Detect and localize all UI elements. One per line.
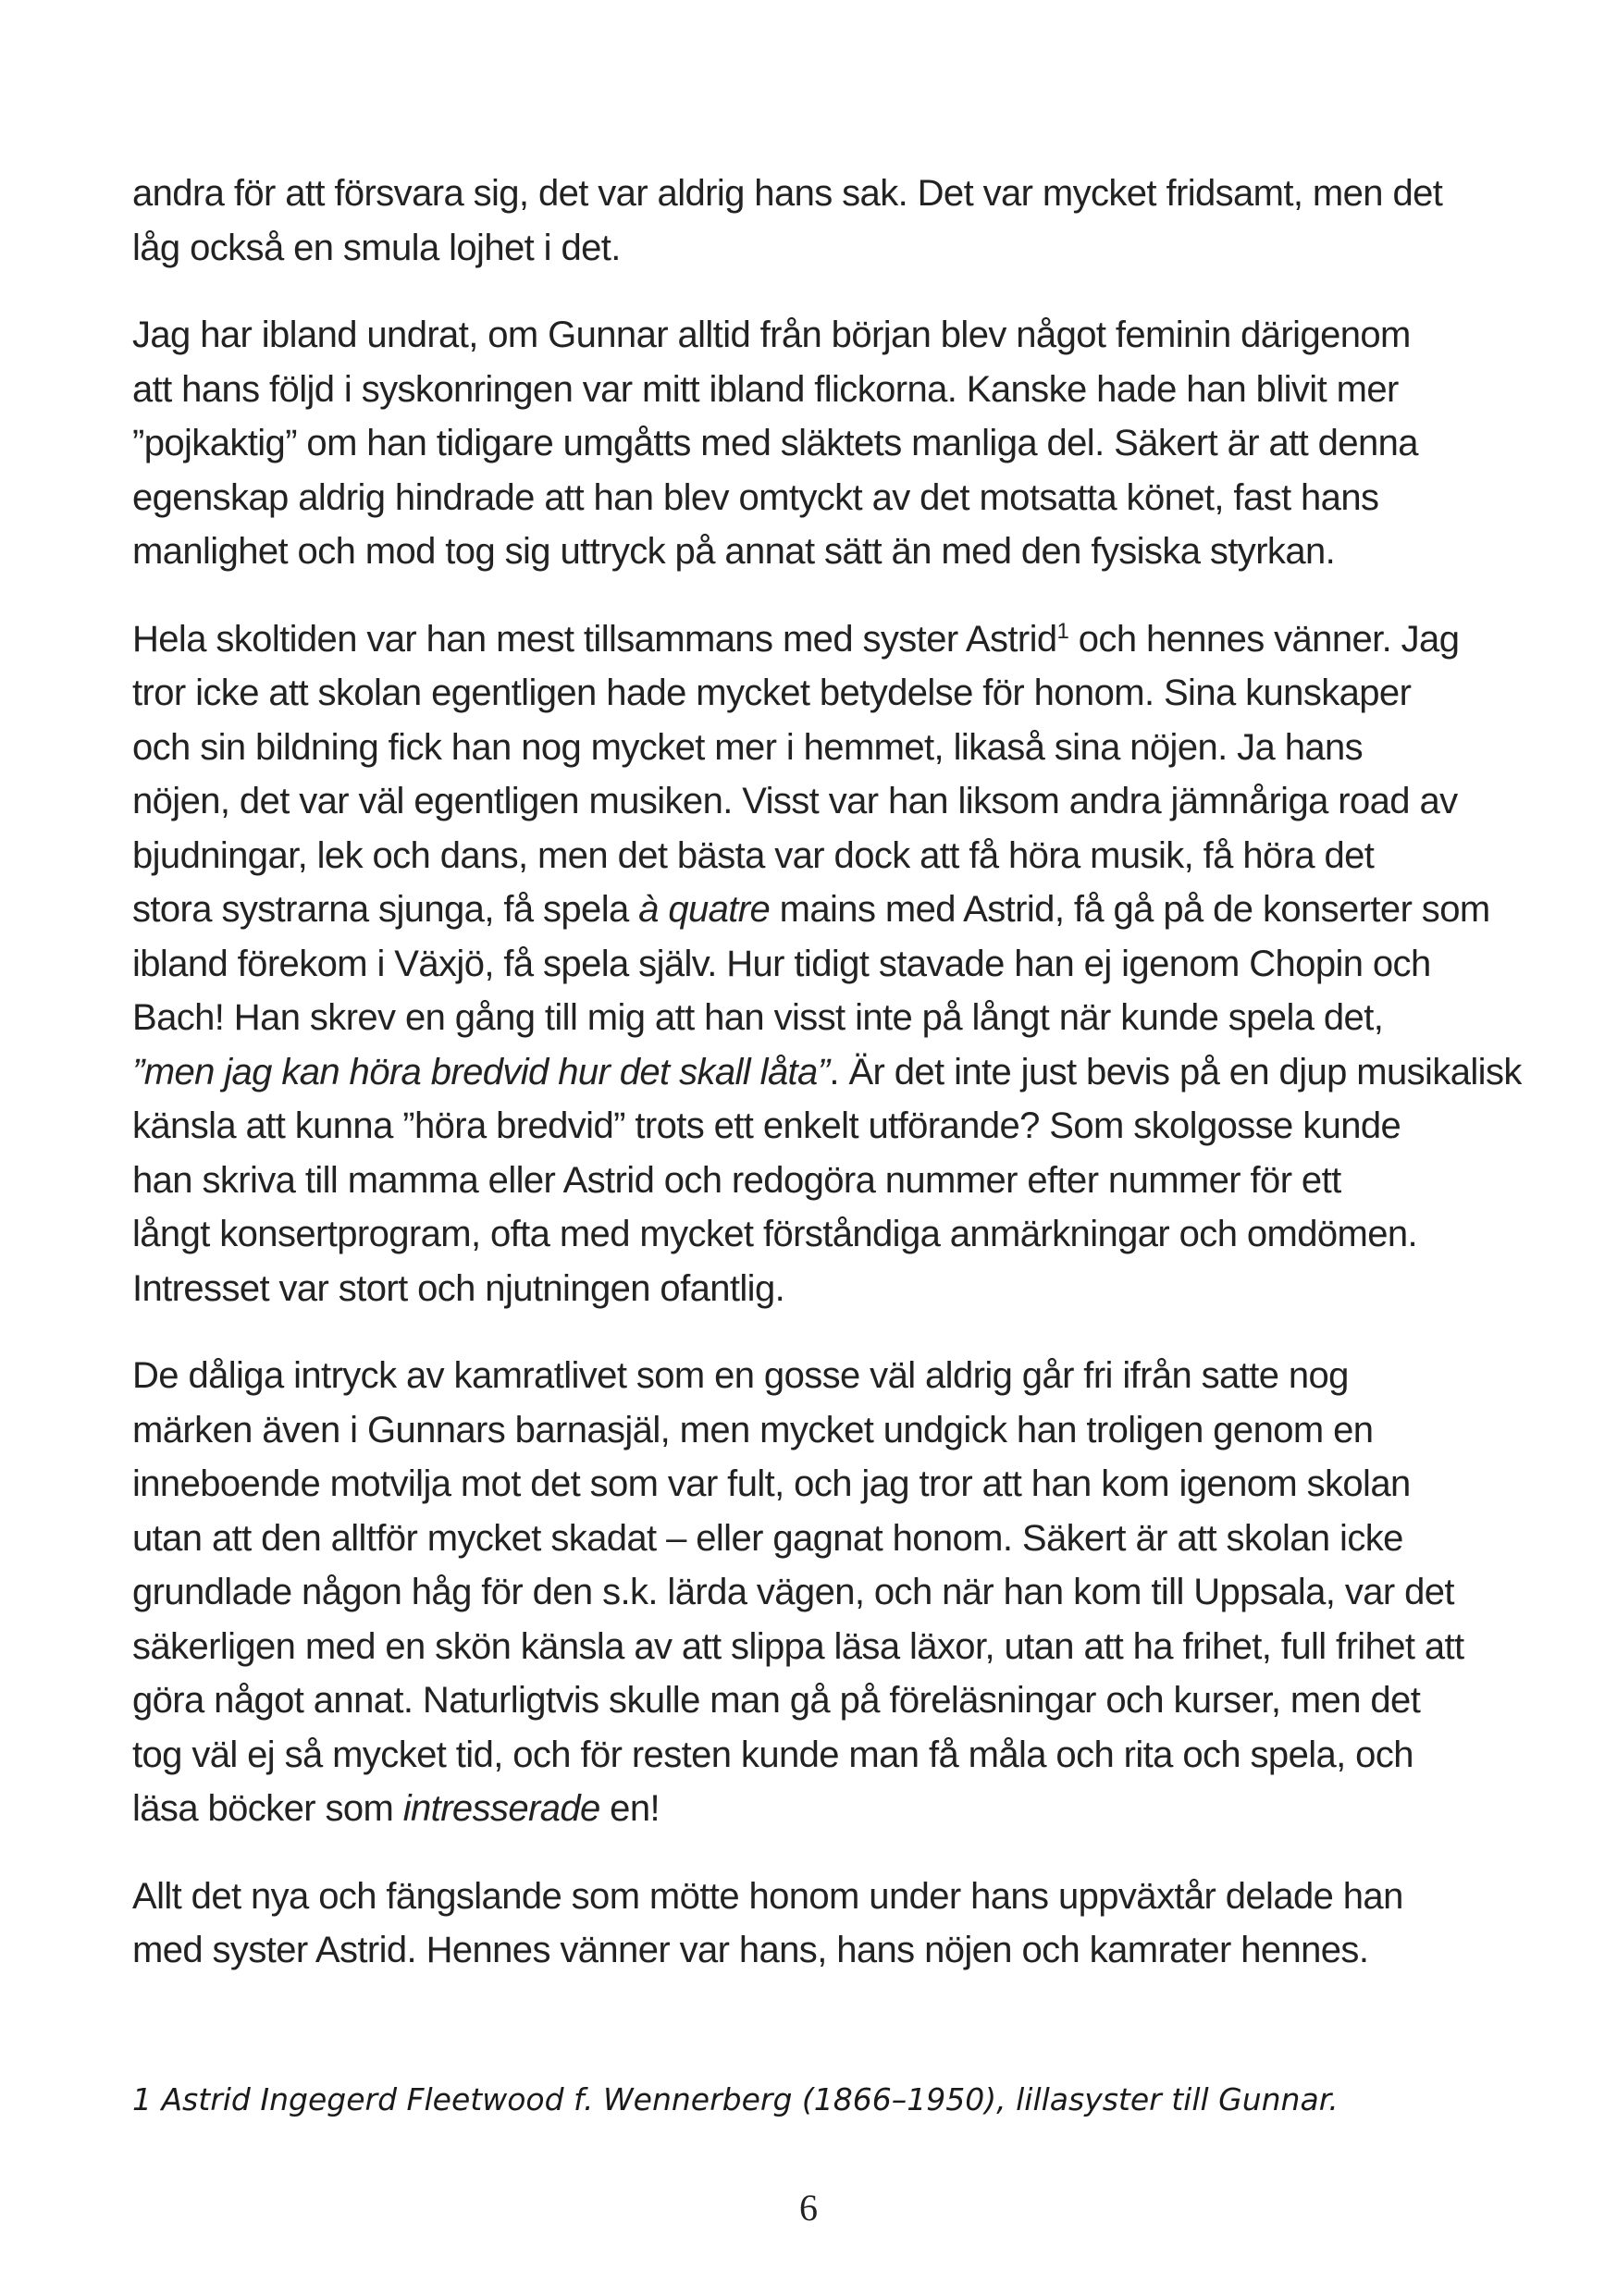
page-number: 6 xyxy=(799,2187,818,2228)
text-line: känsla att kunna ”höra bredvid” trots ett enkelt utförande? Som skolgosse kunde xyxy=(132,1105,1401,1146)
paragraph-5 xyxy=(132,1870,1464,1978)
text-line: De dåliga intryck av kamratlivet som en gosse väl aldrig går fri ifrån satte nog xyxy=(132,1355,1349,1396)
italic-phrase: à quatre xyxy=(638,889,771,930)
text-line: tror icke att skolan egentligen hade mycket betydelse för honom. Sina kunskaper xyxy=(132,673,1412,713)
text-line xyxy=(132,1782,1464,1836)
footnote-reference: 1 xyxy=(1056,618,1069,644)
body-text xyxy=(132,167,1522,1978)
text-segment: och hennes vänner. Jag xyxy=(1068,618,1460,660)
text-line: egenskap aldrig hindrade att han blev omtyckt av det motsatta könet, fast hans xyxy=(132,476,1379,518)
text-line: Intresset var stort och njutningen ofantlig. xyxy=(132,1267,785,1309)
italic-quote: ”men jag kan höra bredvid hur det skall låta” xyxy=(132,1051,830,1092)
text-line: han skriva till mamma eller Astrid och redogöra nummer efter nummer för ett xyxy=(132,1159,1341,1201)
text-segment: . Är det inte just bevis på en djup musikalisk xyxy=(829,1051,1522,1092)
text-line: säkerligen med en skön känsla av att slippa läsa läxor, utan att ha frihet, full frihet att xyxy=(132,1625,1464,1667)
paragraph-2 xyxy=(132,308,1464,579)
text-line: manlighet och mod tog sig uttryck på annat sätt än med den fysiska styrkan. xyxy=(132,531,1336,572)
text-line: bjudningar, lek och dans, men det bästa var dock att få höra musik, få höra det xyxy=(132,834,1375,876)
text-line: Allt det nya och fängslande som mötte honom under hans uppväxtår delade han xyxy=(132,1875,1403,1917)
text-line: låg också en smula lojhet i det. xyxy=(132,227,621,268)
text-line: Bach! Han skrev en gång till mig att han visst inte på långt när kunde spela det, xyxy=(132,997,1384,1038)
text-line: och sin bildning fick han nog mycket mer i hemmet, likaså sina nöjen. Ja hans xyxy=(132,726,1364,768)
text-line xyxy=(132,612,1464,667)
text-line: ”pojkaktig” om han tidigare umgåtts med släktets manliga del. Säkert är att denna xyxy=(132,423,1418,463)
text-line: tog väl ej så mycket tid, och för resten kunde man få måla och rita och spela, och xyxy=(132,1734,1413,1775)
paragraph-1 xyxy=(132,167,1464,275)
text-line: långt konsertprogram, ofta med mycket förståndiga anmärkningar och omdömen. xyxy=(132,1214,1418,1254)
text-line: Jag har ibland undrat, om Gunnar alltid från början blev något feminin därigenom xyxy=(132,315,1411,355)
paragraph-3 xyxy=(132,612,1522,1316)
text-segment: läsa böcker som xyxy=(132,1788,394,1829)
text-line xyxy=(132,883,1490,937)
footnote: 1 Astrid Ingegerd Fleetwood f. Wennerberg (1866–1950), lillasyster till Gunnar. xyxy=(132,2081,1339,2117)
italic-word: intresserade xyxy=(402,1788,600,1829)
text-line: nöjen, det var väl egentligen musiken. Visst var han liksom andra jämnåriga road av xyxy=(132,781,1458,821)
text-line: ibland förekom i Växjö, få spela själv. Hur tidigt stavade han ej igenom Chopin och xyxy=(132,943,1431,984)
text-line xyxy=(132,1045,1522,1100)
text-line: grundlade någon håg för den s.k. lärda vägen, och när han kom till Uppsala, var det xyxy=(132,1572,1454,1612)
paragraph-4 xyxy=(132,1349,1464,1836)
text-segment: Hela skoltiden var han mest tillsammans med syster Astrid xyxy=(132,618,1057,660)
text-line: göra något annat. Naturligtvis skulle man gå på föreläsningar och kurser, men det xyxy=(132,1680,1421,1721)
text-segment: mains med Astrid, få gå på de konserter som xyxy=(770,889,1490,930)
text-segment: en! xyxy=(599,1788,660,1829)
text-line: inneboende motvilja mot det som var fult, och jag tror att han kom igenom skolan xyxy=(132,1463,1411,1504)
text-line: utan att den alltför mycket skadat – eller gagnat honom. Säkert är att skolan icke xyxy=(132,1517,1403,1559)
text-line: att hans följd i syskonringen var mitt ibland flickorna. Kanske hade han blivit mer xyxy=(132,368,1399,410)
text-segment: stora systrarna sjunga, få spela xyxy=(132,889,629,930)
text-line: märken även i Gunnars barnasjäl, men mycket undgick han troligen genom en xyxy=(132,1409,1374,1450)
text-line: andra för att försvara sig, det var aldrig hans sak. Det var mycket fridsamt, men det xyxy=(132,173,1443,214)
text-line: med syster Astrid. Hennes vänner var hans, hans nöjen och kamrater hennes. xyxy=(132,1930,1369,1970)
